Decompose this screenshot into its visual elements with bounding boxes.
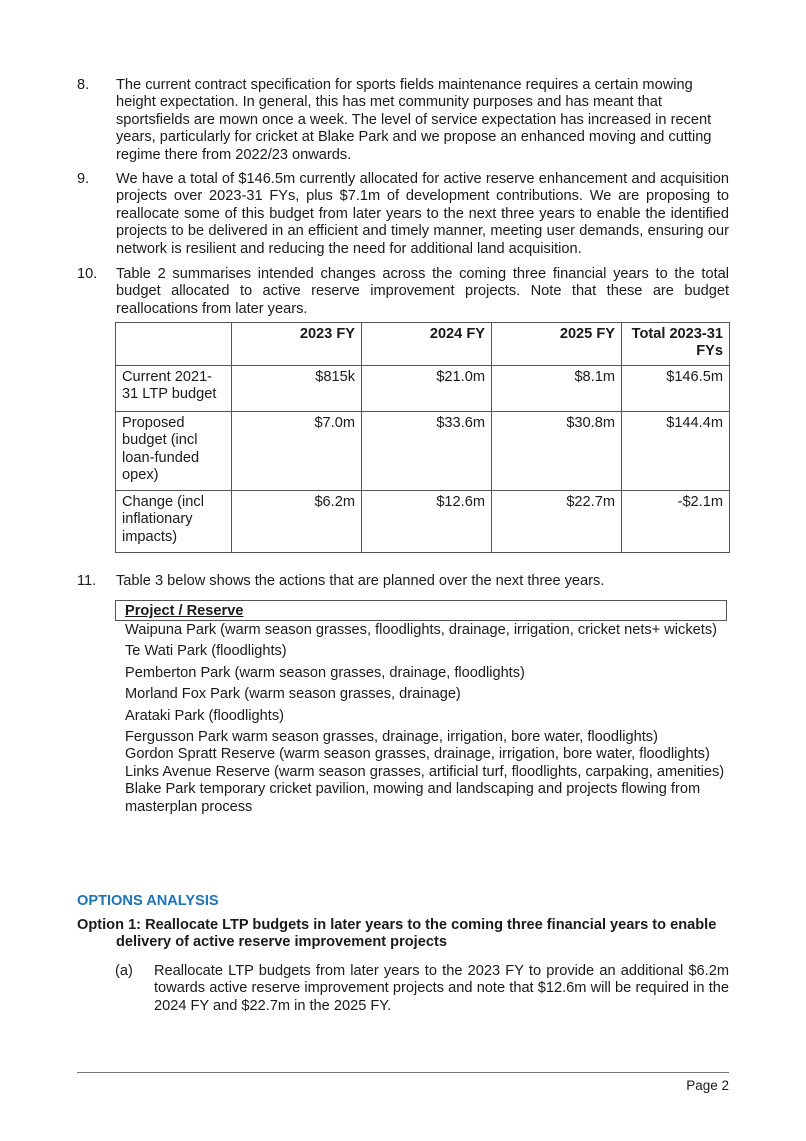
table-row: [116, 490, 730, 552]
option-1-title-line-1: Option 1: Reallocate LTP budgets in later years to the coming three financial years to enable: [77, 917, 717, 933]
paragraph-text: Table 3 below shows the actions that are planned over the next three years.: [116, 573, 605, 589]
options-analysis-heading: OPTIONS ANALYSIS: [77, 893, 219, 909]
table-cell: $7.0m: [232, 411, 362, 490]
page-number: Page 2: [686, 1078, 729, 1093]
footer-divider: [77, 1072, 729, 1073]
table-cell: $12.6m: [362, 490, 492, 552]
paragraph-8: [77, 77, 729, 164]
table-cell: $30.8m: [492, 411, 622, 490]
paragraph-text: The current contract specification for sports fields maintenance requires a certain mowing height expectation. In general, this has met community purposes and has meant that sportsfields are mown once a week. The level of service expectation has increased in recent years, particularly for cricket at Blake Park and we propose an enhanced moving and cutting regime there from 2022/23 onwards.: [116, 77, 712, 163]
table-row-label: Current 2021-31 LTP budget: [116, 365, 232, 411]
table-header-cell: 2024 FY: [362, 323, 492, 366]
project-list: [125, 622, 725, 816]
list-item: Waipuna Park (warm season grasses, floodlights, drainage, irrigation, cricket nets+ wickets): [125, 622, 717, 638]
option-1-title-line-2: delivery of active reserve improvement projects: [116, 934, 447, 951]
paragraph-number: 10.: [77, 266, 98, 282]
table-cell: $815k: [232, 365, 362, 411]
list-item: Arataki Park (floodlights): [125, 707, 284, 724]
option-1-item-a: [115, 963, 729, 1015]
paragraph-9: [77, 171, 729, 258]
budget-table: [115, 322, 730, 553]
table-header-cell: Total 2023-31 FYs: [622, 323, 730, 366]
table-row: [116, 411, 730, 490]
table-row-label: Proposed budget (incl loan-funded opex): [116, 411, 232, 490]
item-text: Reallocate LTP budgets from later years to the 2023 FY to provide an additional $6.2m towards active reserve improvement projects and note that $12.6m will be required in the 2024 FY and $22.7m in the 2025 FY.: [154, 963, 729, 1014]
paragraph-number: 9.: [77, 171, 90, 187]
list-item: Fergusson Park warm season grasses, drainage, irrigation, bore water, floodlights): [125, 729, 658, 746]
paragraph-text: Table 2 summarises intended changes across the coming three financial years to the total budget allocated to active reserve improvement projects. Note that these are budget reallocations from later years.: [116, 266, 729, 317]
table-cell: $22.7m: [492, 490, 622, 552]
list-item: Morland Fox Park (warm season grasses, drainage): [125, 686, 461, 703]
project-table-header: Project / Reserve: [115, 600, 727, 621]
list-item: Blake Park temporary cricket pavilion, mowing and landscaping and projects flowing from masterplan process: [125, 781, 701, 815]
table-cell: $144.4m: [622, 411, 730, 490]
paragraph-11: [77, 573, 729, 590]
item-label: (a): [115, 963, 133, 979]
paragraph-text: We have a total of $146.5m currently allocated for active reserve enhancement and acquisition projects over 2023-31 FYs, plus $7.1m of development contributions. We are proposing to reallocate some of this budget from later years to the next three years to enable the identified projects to be delivered in an efficient and timely manner, meeting user demands, ensuring our network is resilient and reducing the need for additional land acquisition.: [116, 171, 729, 257]
option-1-title: [77, 917, 730, 952]
table-cell: $8.1m: [492, 365, 622, 411]
table-cell: $6.2m: [232, 490, 362, 552]
paragraph-10: [77, 266, 729, 318]
table-row: [116, 365, 730, 411]
table-cell: $21.0m: [362, 365, 492, 411]
table-header-cell: 2023 FY: [232, 323, 362, 366]
paragraph-number: 11.: [77, 573, 97, 589]
table-cell: -$2.1m: [622, 490, 730, 552]
list-item: Te Wati Park (floodlights): [125, 643, 287, 660]
list-item: Gordon Spratt Reserve (warm season grasses, drainage, irrigation, bore water, floodlights): [125, 746, 710, 763]
table-header-cell: 2025 FY: [492, 323, 622, 366]
table-header-cell: [116, 323, 232, 366]
table-row-label: Change (incl inflationary impacts): [116, 490, 232, 552]
list-item: Links Avenue Reserve (warm season grasses, artificial turf, floodlights, carpaking, amenities): [125, 763, 725, 780]
table-cell: $33.6m: [362, 411, 492, 490]
table-header-row: [116, 323, 730, 366]
list-item: Pemberton Park (warm season grasses, drainage, floodlights): [125, 664, 525, 681]
paragraph-number: 8.: [77, 77, 90, 93]
table-cell: $146.5m: [622, 365, 730, 411]
